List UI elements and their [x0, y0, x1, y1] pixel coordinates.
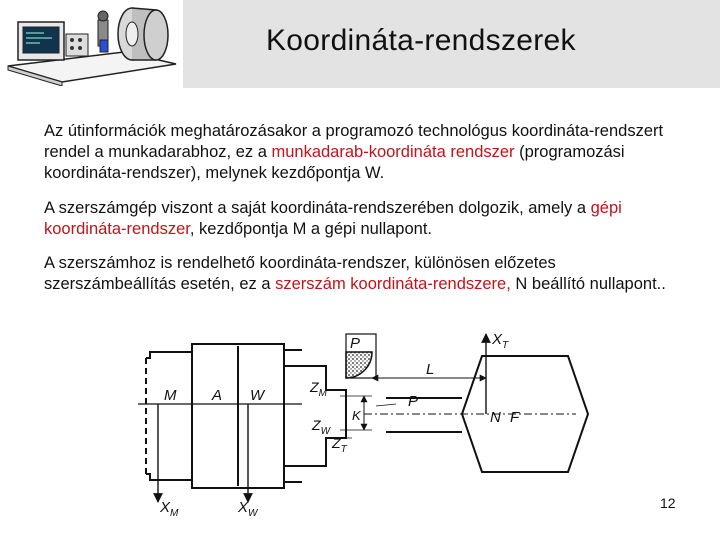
- paragraph-machine-coordinates: A szerszámgép viszont a saját koordináta-rendszerében dolgozik, amely a gépi koordináta-rendszer, kezdőpontja M a gépi nullapont.: [44, 199, 622, 238]
- label-M: M: [164, 387, 177, 404]
- page-title: Koordináta-rendszerek: [266, 24, 576, 57]
- label-ZT: $Z_T$: [332, 435, 347, 455]
- label-XT: $X_T$: [492, 331, 509, 351]
- cnc-machine-icon: [4, 4, 180, 86]
- label-P-insert: P: [350, 335, 361, 352]
- highlight-tool-system: szerszám koordináta-rendszere,: [275, 275, 511, 293]
- label-A: A: [212, 387, 223, 404]
- label-XM: $X_M$: [160, 499, 179, 518]
- label-P-point: P: [408, 393, 419, 410]
- label-N: N: [490, 409, 501, 426]
- label-ZW: $Z_W$: [312, 417, 331, 437]
- highlight-machine-system: gépi koordináta-rendszer: [44, 199, 622, 238]
- label-K: K: [352, 408, 361, 423]
- label-ZM: $Z_M$: [310, 379, 327, 399]
- paragraph-workpiece-coordinates: Az útinformációk meghatározásakor a programozó technológus koordináta-rendszert rendel a munkadarabhoz, ez a munkadarab-koordináta rendszer (programozási koordináta-rendszer), melynek kezdőpontja W.: [44, 122, 664, 182]
- coordinate-systems-diagram: [136, 326, 606, 518]
- paragraph-tool-coordinates: A szerszámhoz is rendelhető koordináta-rendszer, különösen előzetes szerszámbeállítás esetén, ez a szerszám koordináta-rendszere, N beállító nullapont..: [44, 254, 666, 293]
- label-W: W: [250, 387, 265, 404]
- label-XW: $X_W$: [238, 499, 258, 518]
- highlight-workpiece-system: munkadarab-koordináta rendszer: [271, 143, 515, 161]
- label-L: L: [426, 361, 435, 378]
- page-number: 12: [660, 495, 676, 511]
- label-F: F: [510, 409, 520, 426]
